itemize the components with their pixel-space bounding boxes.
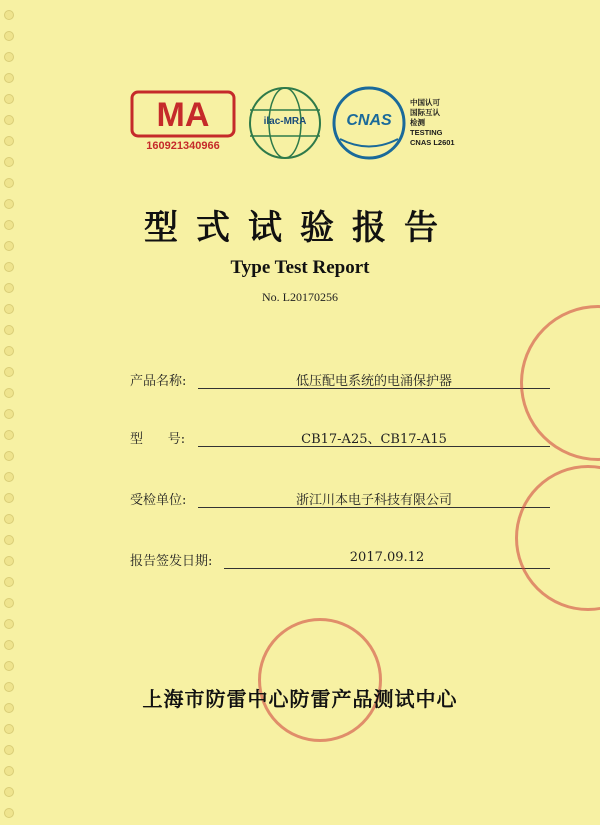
binding-hole: [4, 388, 14, 398]
report-title-en: Type Test Report: [230, 257, 370, 278]
client-label: 受检单位:: [130, 493, 187, 508]
issue-date-label: 报告签发日期:: [130, 554, 213, 569]
binding-hole: [4, 745, 14, 755]
accreditation-line: TESTING: [410, 128, 443, 137]
binding-hole: [4, 808, 14, 818]
model-label: 型 号:: [130, 432, 186, 447]
issuing-organization: 上海市防雷中心防雷产品测试中心: [142, 687, 458, 711]
binding-hole: [4, 514, 14, 524]
binding-hole: [4, 787, 14, 797]
binding-hole: [4, 598, 14, 608]
ilac-text: ilac-MRA: [263, 116, 307, 127]
binding-hole: [4, 430, 14, 440]
binding-hole: [4, 31, 14, 41]
cnas-text: CNAS: [346, 112, 392, 129]
accreditation-line: 中国认可: [410, 98, 440, 107]
cma-mark-icon: [128, 88, 238, 140]
binding-hole: [4, 472, 14, 482]
red-seal-lower: [258, 618, 382, 742]
binding-hole: [4, 451, 14, 461]
model-field: [130, 428, 550, 448]
binding-hole: [4, 73, 14, 83]
product-name-value: 低压配电系统的电涌保护器: [198, 370, 550, 389]
red-seal-middle: [515, 465, 600, 611]
issue-date-field: [130, 550, 550, 570]
svg-text:MA: MA: [156, 96, 210, 134]
binding-hole: [4, 367, 14, 377]
cnas-logo: [330, 84, 408, 162]
ilac-mra-logo: [246, 84, 324, 162]
binding-hole: [4, 136, 14, 146]
accreditation-block: [410, 98, 500, 148]
binding-hole: [4, 409, 14, 419]
binding-hole: [4, 766, 14, 776]
binding-hole: [4, 10, 14, 20]
binding-hole: [4, 724, 14, 734]
product-name-field: [130, 370, 550, 390]
binding-hole: [4, 640, 14, 650]
report-number: No. L20170256: [262, 290, 338, 304]
cma-logo: [128, 88, 238, 160]
client-field: [130, 489, 550, 509]
binding-hole: [4, 661, 14, 671]
accreditation-line: CNAS L2601: [410, 138, 455, 147]
product-name-label: 产品名称:: [130, 374, 187, 389]
model-value: CB17-A25、CB17-A15: [198, 428, 550, 447]
binding-hole: [4, 52, 14, 62]
binding-hole: [4, 346, 14, 356]
report-title-cn: 型式试验报告: [144, 208, 456, 248]
binding-hole: [4, 115, 14, 125]
client-value: 浙江川本电子科技有限公司: [198, 489, 550, 508]
binding-hole: [4, 304, 14, 314]
cma-code: 160921340966: [146, 140, 220, 152]
binding-hole: [4, 619, 14, 629]
binding-hole: [4, 94, 14, 104]
binding-hole: [4, 493, 14, 503]
binding-hole: [4, 556, 14, 566]
binding-hole: [4, 535, 14, 545]
accreditation-line: 国际互认: [410, 108, 440, 117]
issue-date-value: 2017.09.12: [224, 550, 550, 569]
binding-hole: [4, 325, 14, 335]
accreditation-line: 检测: [410, 118, 425, 127]
binding-hole: [4, 157, 14, 167]
binding-hole: [4, 178, 14, 188]
binding-hole: [4, 577, 14, 587]
